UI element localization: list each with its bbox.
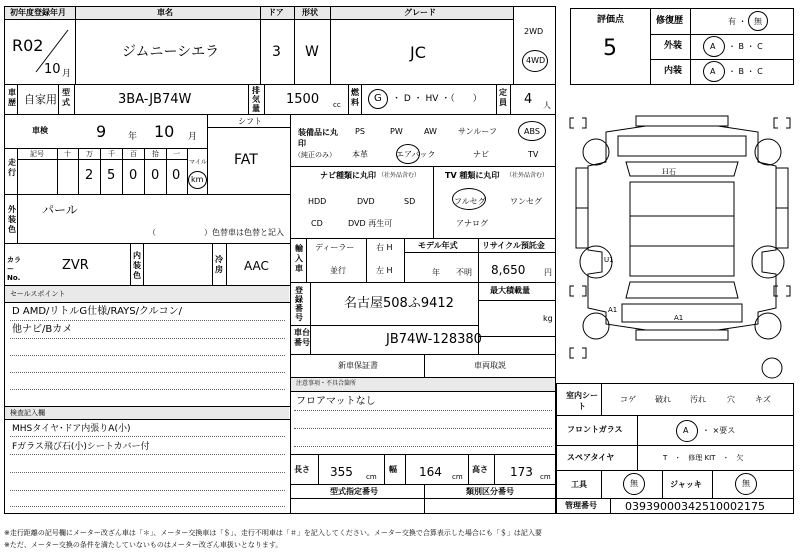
inspection-year-unit: 年 bbox=[128, 132, 138, 142]
spare-label: スペアタイヤ bbox=[567, 453, 615, 462]
digit-header-mark: 記号 bbox=[30, 150, 44, 158]
interior-sheet-label: 室内シート bbox=[566, 391, 598, 411]
windshield-label: フロントガラス bbox=[567, 425, 623, 434]
first-reg-label: 初年度登録年月 bbox=[10, 8, 66, 17]
inspector-line2: Fガラス飛び石(小)シートカバー付 bbox=[12, 442, 150, 452]
first-reg-month: 10 bbox=[44, 62, 61, 77]
mileage-digit: 0 bbox=[151, 168, 160, 183]
notes-value: フロアマットなし bbox=[296, 396, 376, 407]
fuel-g: G bbox=[374, 93, 382, 104]
equip-ps: PS bbox=[355, 127, 365, 136]
equip-pw: PW bbox=[390, 127, 403, 136]
equip-abs: ABS bbox=[524, 127, 540, 136]
car-diagram bbox=[566, 112, 798, 380]
inspection-month-unit: 月 bbox=[188, 132, 198, 142]
category-label: 類別区分番号 bbox=[466, 487, 514, 496]
equip-tv: TV bbox=[528, 150, 539, 159]
footer-line2: ※ただ、メーター交換の条件を満たしていないものはメーター改ざん車扱いとなります。 bbox=[4, 541, 283, 549]
equip-navi: ナビ bbox=[473, 150, 489, 159]
shape-value: W bbox=[305, 44, 319, 60]
registration-label: 登録番号 bbox=[295, 286, 303, 322]
diagram-label-a1-rear: A1 bbox=[608, 306, 618, 314]
interior-a: A bbox=[710, 67, 716, 76]
sheet-hole: 穴 bbox=[727, 395, 735, 404]
interior-grades: ・ B ・ C bbox=[728, 67, 763, 76]
import-dealer: ディーラー bbox=[315, 243, 355, 252]
inspector-label: 検査記入欄 bbox=[10, 409, 45, 417]
navi-label: ナビ種類に丸印 bbox=[320, 171, 376, 180]
shift-value: FAT bbox=[234, 152, 258, 168]
height-value: 173 bbox=[510, 465, 533, 479]
height-cm: cm bbox=[540, 473, 551, 481]
digit-header-ichi: 一 bbox=[173, 150, 180, 158]
equip-sunroof: サンルーフ bbox=[458, 127, 497, 136]
import-parallel: 並行 bbox=[330, 266, 346, 275]
max-load-kg: kg bbox=[543, 314, 553, 323]
unit-mile: マイル bbox=[189, 159, 207, 166]
doors-value: 3 bbox=[272, 44, 281, 60]
month-unit: 月 bbox=[62, 69, 72, 79]
type-label: 型式 bbox=[62, 88, 70, 107]
grade-value: JC bbox=[410, 43, 426, 62]
digit-header-10man: 十 bbox=[64, 150, 71, 158]
color-no-label: カラーNo. bbox=[7, 256, 21, 282]
registration-value: 名古屋508ふ9412 bbox=[344, 296, 454, 311]
inspection-label: 車検 bbox=[32, 126, 48, 135]
mileage-digit: 5 bbox=[107, 168, 116, 183]
spare-options: T ・ 修理 KIT ・ 欠 bbox=[663, 454, 744, 462]
interior-label: 内装 bbox=[664, 66, 683, 76]
header-label-strip bbox=[5, 7, 513, 19]
sheet-tear: 破れ bbox=[655, 395, 671, 404]
diagram-label-u1: U1 bbox=[604, 256, 614, 264]
inspector-line1: MHSタイヤ･ドア内張りA(小) bbox=[12, 424, 131, 434]
sales-point-line2: 他ナビ/Bカメ bbox=[12, 324, 73, 335]
color-label: 外装色 bbox=[8, 205, 16, 234]
length-label: 長さ bbox=[294, 465, 310, 474]
color-no-value: ZVR bbox=[62, 258, 89, 273]
sales-point-line1: D AMD/リトルG仕様/RAYS/クルコン/ bbox=[12, 306, 183, 317]
footer-line1: ※走行距離の記号欄にメーター改ざん車は「＊」、メーター交換車は「＄」、走行不明車は「＃」を記入してください。メーター交換で合算表示した場合にも「＄」は記入要 bbox=[4, 529, 542, 537]
model-year-unit: 年 bbox=[432, 268, 440, 277]
exterior-grades: ・ B ・ C bbox=[728, 42, 763, 51]
jack-label: ジャッキ bbox=[670, 480, 702, 489]
equip-leather: 本革 bbox=[352, 150, 368, 159]
grade-label: グレード bbox=[404, 8, 436, 17]
model-name: ジムニーシエラ bbox=[122, 44, 220, 60]
import-right-h: 右 H bbox=[376, 243, 393, 252]
model-year-label: モデル年式 bbox=[418, 241, 458, 250]
interior-color-label: 内装色 bbox=[133, 251, 141, 280]
sales-point-label: セールスポイント bbox=[10, 290, 66, 298]
navi-dvd: DVD bbox=[357, 197, 375, 206]
mileage-digit: 2 bbox=[85, 168, 94, 183]
navi-sd: SD bbox=[404, 197, 416, 206]
windshield-a: A bbox=[683, 426, 689, 435]
mileage-digit: 0 bbox=[172, 168, 181, 183]
digit-header-juu: 拾 bbox=[152, 150, 159, 158]
import-label: 輸入車 bbox=[295, 244, 303, 273]
usage-label: 車歴 bbox=[8, 88, 16, 107]
model-name-label: 車名 bbox=[157, 8, 173, 17]
mgmt-label: 管理番号 bbox=[565, 501, 597, 510]
doors-label: ドア bbox=[268, 8, 284, 17]
recycle-yen: 円 bbox=[544, 268, 552, 277]
jack-none: 無 bbox=[742, 479, 750, 488]
model-year-unknown: 不明 bbox=[456, 268, 472, 277]
max-load-label: 最大積載量 bbox=[490, 286, 530, 295]
fuel-label: 燃料 bbox=[351, 88, 359, 107]
color-value: パール bbox=[42, 203, 78, 217]
chassis-label: 車台番号 bbox=[294, 328, 310, 347]
mgmt-value: 03939000342510002175 bbox=[625, 500, 765, 513]
width-cm: cm bbox=[452, 473, 463, 481]
exterior-label: 外装 bbox=[664, 41, 683, 51]
score-label: 評価点 bbox=[597, 15, 625, 25]
recycle-value: 8,650 bbox=[491, 263, 526, 277]
sheet-stain: 汚れ bbox=[690, 395, 706, 404]
navi-hdd: HDD bbox=[308, 197, 327, 206]
type-value: 3BA-JB74W bbox=[118, 92, 192, 107]
tools-none: 無 bbox=[630, 479, 638, 488]
equip-airbag: エアバック bbox=[396, 150, 436, 159]
color-note: （ ）色替車は色替と記入 bbox=[148, 228, 284, 237]
navi-sub: （社外品含む） bbox=[378, 172, 421, 179]
shift-label: シフト bbox=[238, 117, 262, 126]
fuel-options: ・ D ・ HV ・（ ） bbox=[392, 94, 482, 104]
length-cm: cm bbox=[366, 473, 377, 481]
new-car-warranty: 新車保証書 bbox=[338, 361, 378, 370]
tv-analog: アナログ bbox=[456, 219, 488, 228]
inspection-year: 9 bbox=[96, 122, 107, 141]
equipment-sublabel: （純正のみ） bbox=[294, 151, 336, 159]
tv-fullseg: フルセグ bbox=[454, 197, 486, 206]
mileage-label: 走行 bbox=[8, 158, 16, 177]
repair-label: 修復歴 bbox=[656, 16, 684, 26]
first-reg-era: R02 bbox=[12, 36, 44, 55]
digit-header-sen: 千 bbox=[108, 150, 115, 158]
windshield-options: ・ ×要ス bbox=[702, 426, 736, 435]
ac-value: AAC bbox=[244, 259, 269, 273]
mileage-digit: 0 bbox=[129, 168, 138, 183]
recycle-label: リサイクル預託金 bbox=[482, 241, 545, 250]
diagram-label-a1: A1 bbox=[674, 314, 684, 322]
vehicle-manual: 車両取説 bbox=[474, 361, 506, 370]
usage-value: 自家用 bbox=[24, 93, 57, 106]
diagram-label-h-stone: Ｈ石 bbox=[662, 168, 676, 176]
navi-cd: CD bbox=[311, 219, 323, 228]
capacity-value: 4 bbox=[524, 92, 533, 107]
import-left-h: 左 H bbox=[376, 266, 393, 275]
exterior-a: A bbox=[710, 42, 716, 51]
width-value: 164 bbox=[419, 465, 442, 479]
width-label: 幅 bbox=[389, 465, 397, 474]
tools-label: 工具 bbox=[571, 480, 587, 489]
tv-label: TV 種類に丸印 bbox=[445, 171, 500, 180]
drive-2wd: 2WD bbox=[524, 27, 544, 36]
repair-options: 有 ・ bbox=[728, 17, 747, 26]
shape-label: 形状 bbox=[302, 8, 318, 17]
displacement-label: 排気量 bbox=[252, 86, 260, 113]
cc-unit: cc bbox=[333, 101, 341, 109]
sheet-burn: コゲ bbox=[620, 395, 636, 404]
digit-header-hyaku: 百 bbox=[130, 150, 137, 158]
length-value: 355 bbox=[330, 465, 353, 479]
unit-km: km bbox=[191, 175, 204, 184]
equipment-label: 装備品に丸印 bbox=[298, 128, 338, 148]
inspector-header bbox=[5, 407, 289, 419]
notes-label: 注意事項・不具合箇所 bbox=[296, 380, 357, 387]
type-designation-label: 型式指定番号 bbox=[330, 487, 378, 496]
inspection-month: 10 bbox=[154, 122, 175, 141]
displacement-value: 1500 bbox=[286, 92, 320, 107]
digit-header-man: 万 bbox=[86, 150, 93, 158]
score-value: 5 bbox=[603, 36, 617, 61]
navi-dvd-play: DVD 再生可 bbox=[348, 219, 393, 228]
person-unit: 人 bbox=[543, 101, 551, 110]
capacity-label: 定員 bbox=[499, 88, 507, 107]
ac-label: 冷房 bbox=[215, 255, 223, 274]
chassis-value: JB74W-128380 bbox=[386, 332, 482, 347]
equip-aw: AW bbox=[424, 127, 437, 136]
height-label: 高さ bbox=[472, 465, 488, 474]
tv-oneseg: ワンセグ bbox=[510, 197, 542, 206]
drive-4wd: 4WD bbox=[526, 56, 546, 65]
repair-none: 無 bbox=[754, 17, 762, 26]
sheet-scratch: キズ bbox=[755, 395, 771, 404]
tv-sub: （社外品含む） bbox=[506, 172, 549, 179]
